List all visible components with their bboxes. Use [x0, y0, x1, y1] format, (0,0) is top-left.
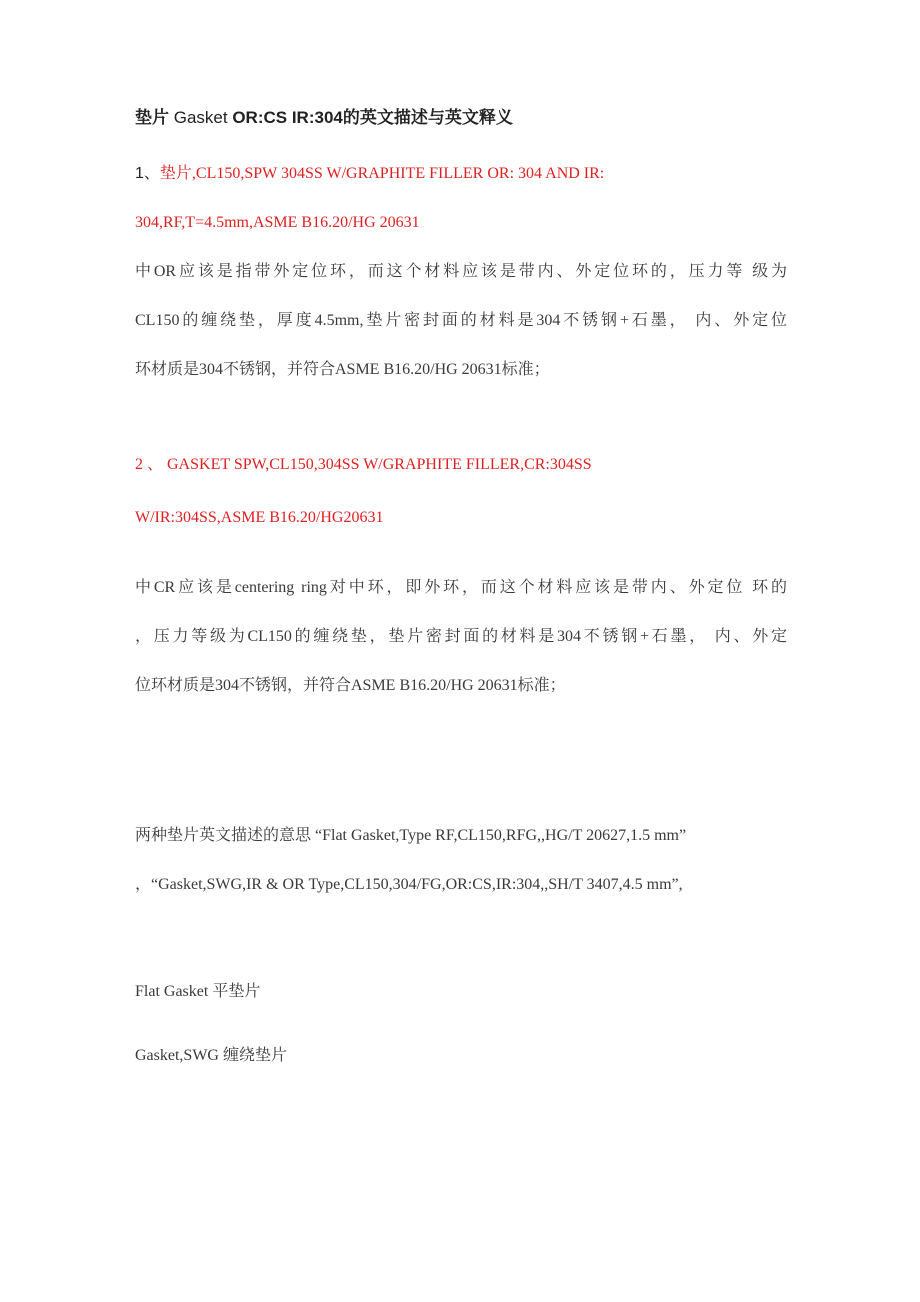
item1-desc-line-3: 环材质是304不锈钢，并符合ASME B16.20/HG 20631标准；: [135, 361, 550, 378]
item1-spec-line-2: 304,RF,T=4.5mm,ASME B16.20/HG 20631: [135, 214, 420, 231]
meaning-line-2: ，“Gasket,SWG,IR & OR Type,CL150,304/FG,OR:CS,IR:304,,SH/T 3407,4.5 mm”,: [135, 876, 683, 893]
title-part-3: OR:CS IR:304的英文描述与英文释义: [232, 108, 513, 127]
meaning-line-1: 两种垫片英文描述的意思 “Flat Gasket,Type RF,CL150,RFG,,HG/T 20627,1.5 mm”: [135, 827, 687, 844]
item1-desc-line-1: 中OR应该是指带外定位环，而这个材料应该是带内、外定位环的，压力等 级为: [135, 263, 787, 280]
item2-desc-line-1: 中CR应该是centering ring对中环，即外环，而这个材料应该是带内、外定位 环的: [135, 579, 787, 596]
item1-number: 1、: [135, 165, 160, 182]
title-part-1: 垫片: [135, 108, 174, 127]
glossary-swg-gasket: Gasket,SWG 缠绕垫片: [135, 1047, 287, 1064]
item1-spec-line-1: [135, 164, 604, 184]
item2-desc-line-3: 位环材质是304不锈钢，并符合ASME B16.20/HG 20631标准；: [135, 677, 566, 694]
item1-spec-text-1: 垫片,CL150,SPW 304SS W/GRAPHITE FILLER OR: 304 AND IR:: [159, 165, 605, 182]
title-part-2: Gasket: [173, 108, 233, 127]
item2-spec-line-1: 2 、 GASKET SPW,CL150,304SS W/GRAPHITE FILLER,CR:304SS: [135, 456, 592, 473]
document-title: [135, 108, 513, 128]
glossary-flat-gasket: Flat Gasket 平垫片: [135, 983, 261, 1000]
item2-desc-line-2: ，压力等级为CL150的缠绕垫，垫片密封面的材料是304不锈钢+石墨， 内、外定: [135, 628, 787, 645]
item1-desc-line-2: CL150的缠绕垫，厚度4.5mm,垫片密封面的材料是304不锈钢+石墨， 内、外定位: [135, 312, 787, 329]
item2-spec-line-2: W/IR:304SS,ASME B16.20/HG20631: [135, 509, 384, 526]
